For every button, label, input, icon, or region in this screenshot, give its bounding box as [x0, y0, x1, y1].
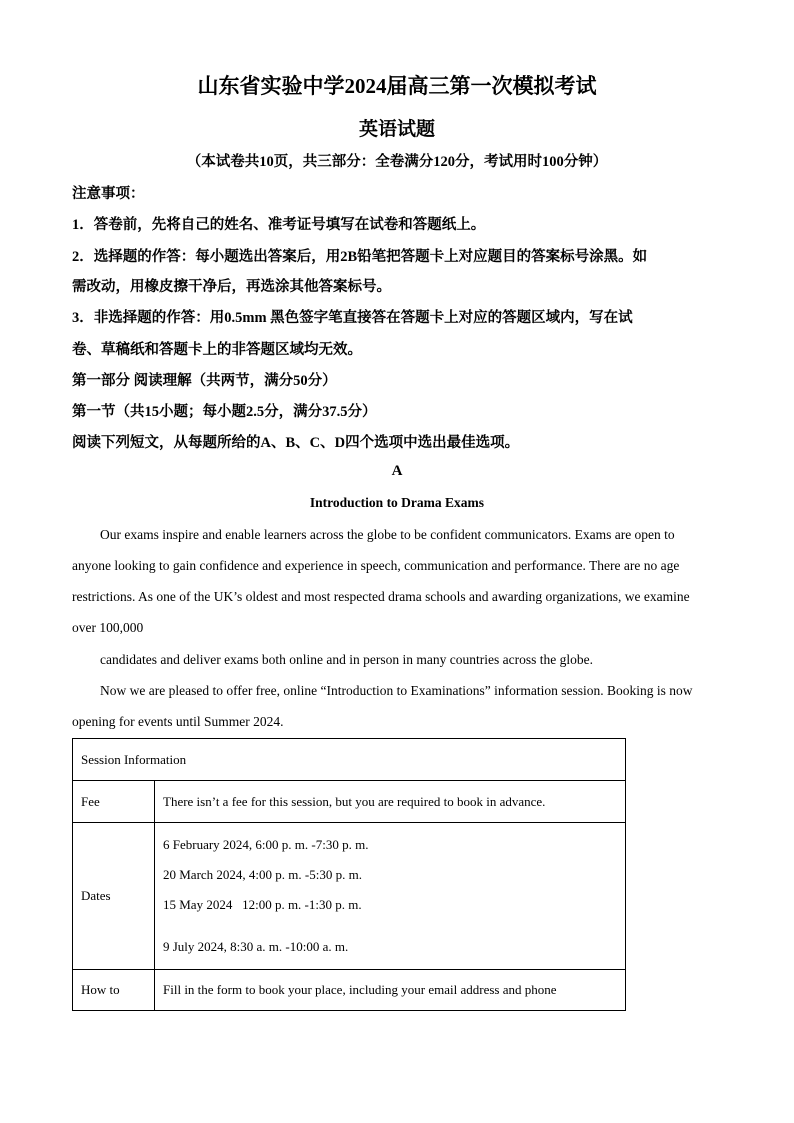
instruction-item-3-line-1: 3．非选择题的作答：用0.5mm 黑色签字笔直接答在答题卡上对应的答题区域内，写在试	[72, 310, 633, 326]
date-entry: 20 March 2024, 4:00 p. m. -5:30 p. m.	[163, 867, 362, 882]
instruction-item-1: 1．答卷前，先将自己的姓名、准考证号填写在试卷和答题纸上。	[72, 217, 486, 233]
instruction-item-3-line-2: 卷、草稿纸和答题卡上的非答题区域均无效。	[72, 342, 362, 358]
table-row	[73, 970, 626, 1011]
passage-title: Introduction to Drama Exams	[309, 495, 485, 510]
fee-label-cell: Fee	[73, 781, 155, 823]
paragraph-1-line-5: candidates and deliver exams both online and in person in many countries across the globe.	[100, 652, 593, 667]
instruction-item-2-line-2: 需改动，用橡皮擦干净后，再选涂其他答案标号。	[72, 279, 391, 295]
date-entry: 9 July 2024, 8:30 a. m. -10:00 a. m.	[163, 939, 349, 954]
instructions-heading: 注意事项：	[72, 186, 145, 202]
directions: 阅读下列短文，从每题所给的A、B、C、D四个选项中选出最佳选项。	[72, 435, 520, 451]
paragraph-1-line-1: Our exams inspire and enable learners across the globe to be confident communicators. Exams are open to	[100, 527, 675, 542]
part-heading: 第一部分 阅读理解（共两节，满分50分）	[72, 373, 337, 389]
subject-title: 英语试题	[358, 119, 435, 140]
dates-value-cell	[155, 823, 626, 970]
table-header-cell: Session Information	[73, 739, 626, 781]
paragraph-2-line-2: opening for events until Summer 2024.	[72, 714, 284, 729]
table-row	[73, 739, 626, 781]
date-entry: 15 May 2024 12:00 p. m. -1:30 p. m.	[163, 897, 362, 912]
exam-note: （本试卷共10页，共三部分：全卷满分120分，考试用时100分钟）	[186, 154, 608, 170]
session-info-table	[72, 738, 626, 1011]
subsection-heading: 第一节（共15小题；每小题2.5分，满分37.5分）	[72, 404, 377, 420]
howto-value-cell: Fill in the form to book your place, including your email address and phone	[155, 970, 626, 1011]
passage-label: A	[391, 463, 403, 479]
date-entry: 6 February 2024, 6:00 p. m. -7:30 p. m.	[163, 837, 369, 852]
paragraph-1-line-3: restrictions. As one of the UK’s oldest and most respected drama schools and awarding organizations, we examine	[72, 589, 690, 604]
paragraph-1-line-4: over 100,000	[72, 620, 144, 635]
exam-title: 山东省实验中学2024届高三第一次模拟考试	[197, 74, 597, 98]
instruction-item-2-line-1: 2．选择题的作答：每小题选出答案后，用2B铅笔把答题卡上对应题目的答案标号涂黑。如	[72, 249, 648, 265]
table-row	[73, 823, 626, 970]
fee-value-cell: There isn’t a fee for this session, but you are required to book in advance.	[155, 781, 626, 823]
table-row	[73, 781, 626, 823]
paragraph-1-line-2: anyone looking to gain confidence and experience in speech, communication and performance. There are no age	[72, 558, 680, 573]
dates-label-cell: Dates	[73, 823, 155, 970]
howto-label-cell: How to	[73, 970, 155, 1011]
paragraph-2-line-1: Now we are pleased to offer free, online “Introduction to Examinations” information session. Booking is now	[100, 683, 693, 698]
